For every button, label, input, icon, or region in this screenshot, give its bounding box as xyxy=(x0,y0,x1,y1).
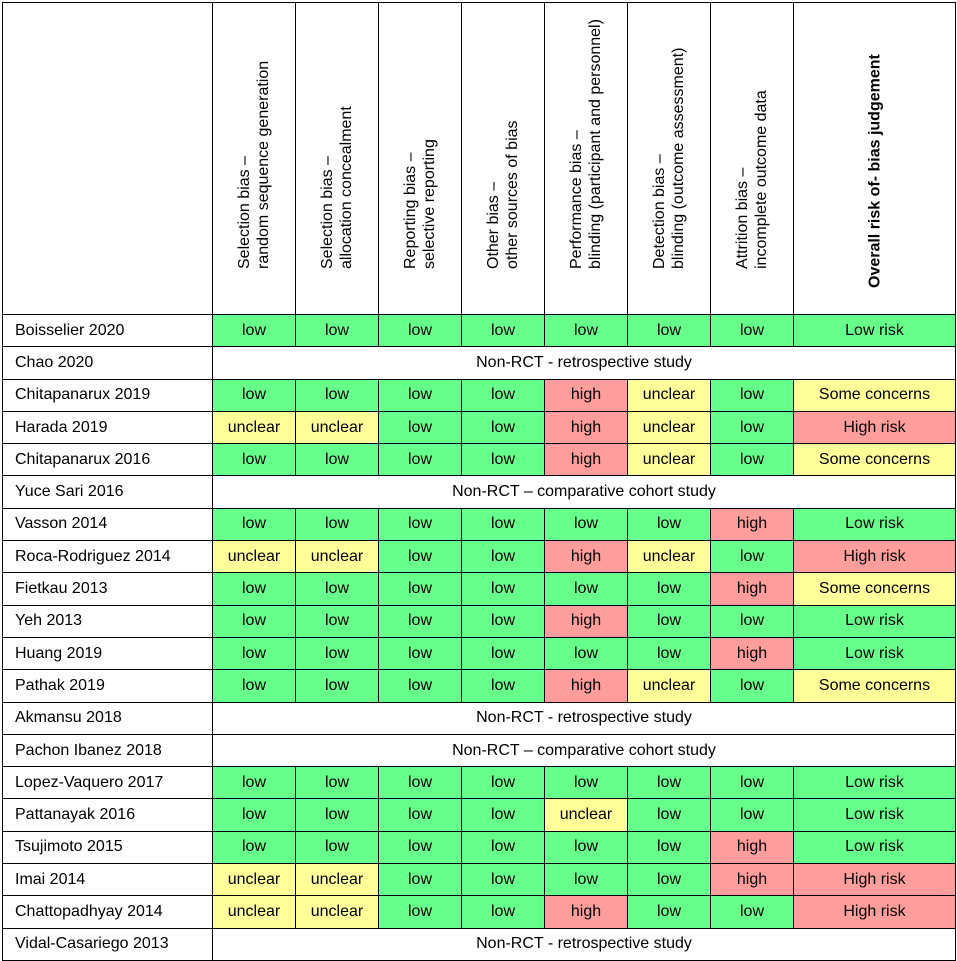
bias-rating-cell: unclear xyxy=(628,379,711,411)
bias-rating-cell: unclear xyxy=(296,864,379,896)
bias-rating-cell: high xyxy=(711,573,794,605)
table-row xyxy=(3,799,956,831)
bias-rating-cell: low xyxy=(213,637,296,669)
bias-rating-cell: low xyxy=(379,767,462,799)
bias-rating-cell: low xyxy=(213,315,296,347)
header-domain-6: Detection bias – blinding (outcome assessment) xyxy=(628,3,711,315)
bias-rating-cell: low xyxy=(213,831,296,863)
bias-rating-cell: low xyxy=(296,767,379,799)
bias-rating-cell: unclear xyxy=(213,864,296,896)
bias-rating-cell: high xyxy=(545,541,628,573)
bias-rating-cell: low xyxy=(545,767,628,799)
non-rct-note: Non-RCT - retrospective study xyxy=(213,928,956,960)
header-domain-3: Reporting bias – selective reporting xyxy=(379,3,462,315)
bias-rating-cell: low xyxy=(296,444,379,476)
bias-rating-cell: low xyxy=(711,799,794,831)
table-row xyxy=(3,411,956,443)
header-corner-cell xyxy=(3,3,213,315)
bias-rating-cell: low xyxy=(462,315,545,347)
bias-rating-cell: low xyxy=(711,411,794,443)
overall-judgement-cell: Low risk xyxy=(794,831,956,863)
table-row xyxy=(3,767,956,799)
bias-rating-cell: low xyxy=(545,637,628,669)
header-domain-7: Attrition bias – incomplete outcome data xyxy=(711,3,794,315)
bias-rating-cell: high xyxy=(545,379,628,411)
bias-rating-cell: low xyxy=(462,508,545,540)
risk-of-bias-table xyxy=(2,2,956,961)
bias-rating-cell: low xyxy=(711,605,794,637)
study-name: Akmansu 2018 xyxy=(3,702,213,734)
bias-rating-cell: low xyxy=(379,411,462,443)
bias-rating-cell: low xyxy=(711,444,794,476)
overall-judgement-cell: Some concerns xyxy=(794,573,956,605)
overall-judgement-cell: Low risk xyxy=(794,605,956,637)
non-rct-note: Non-RCT - retrospective study xyxy=(213,702,956,734)
bias-rating-cell: low xyxy=(296,670,379,702)
bias-rating-cell: low xyxy=(379,379,462,411)
bias-rating-cell: low xyxy=(711,315,794,347)
header-row xyxy=(3,3,956,315)
bias-rating-cell: low xyxy=(545,864,628,896)
table-body xyxy=(3,315,956,961)
study-name: Yeh 2013 xyxy=(3,605,213,637)
bias-rating-cell: low xyxy=(213,573,296,605)
bias-rating-cell: low xyxy=(296,831,379,863)
table-row xyxy=(3,444,956,476)
study-name: Vasson 2014 xyxy=(3,508,213,540)
bias-rating-cell: low xyxy=(213,444,296,476)
bias-rating-cell: high xyxy=(711,831,794,863)
bias-rating-cell: low xyxy=(711,896,794,928)
overall-judgement-cell: Low risk xyxy=(794,767,956,799)
overall-judgement-cell: Low risk xyxy=(794,315,956,347)
bias-rating-cell: low xyxy=(462,411,545,443)
bias-rating-cell: low xyxy=(628,864,711,896)
bias-rating-cell: high xyxy=(711,637,794,669)
study-name: Pathak 2019 xyxy=(3,670,213,702)
table-row xyxy=(3,379,956,411)
bias-rating-cell: low xyxy=(379,508,462,540)
bias-rating-cell: low xyxy=(711,767,794,799)
bias-rating-cell: low xyxy=(628,896,711,928)
study-name: Chattopadhyay 2014 xyxy=(3,896,213,928)
table-row xyxy=(3,928,956,960)
bias-rating-cell: unclear xyxy=(628,444,711,476)
study-name: Lopez-Vaquero 2017 xyxy=(3,767,213,799)
bias-rating-cell: low xyxy=(213,379,296,411)
bias-rating-cell: low xyxy=(462,573,545,605)
bias-rating-cell: low xyxy=(379,315,462,347)
bias-rating-cell: low xyxy=(213,799,296,831)
bias-rating-cell: low xyxy=(545,508,628,540)
bias-rating-cell: low xyxy=(379,637,462,669)
table-row xyxy=(3,896,956,928)
non-rct-note: Non-RCT – comparative cohort study xyxy=(213,476,956,508)
overall-judgement-cell: Some concerns xyxy=(794,444,956,476)
bias-rating-cell: low xyxy=(296,799,379,831)
bias-rating-cell: unclear xyxy=(628,670,711,702)
bias-rating-cell: low xyxy=(379,605,462,637)
bias-rating-cell: low xyxy=(296,315,379,347)
overall-judgement-cell: Low risk xyxy=(794,637,956,669)
bias-rating-cell: high xyxy=(711,508,794,540)
bias-rating-cell: low xyxy=(213,508,296,540)
table-row xyxy=(3,864,956,896)
overall-judgement-cell: High risk xyxy=(794,896,956,928)
study-name: Chao 2020 xyxy=(3,347,213,379)
bias-rating-cell: unclear xyxy=(628,411,711,443)
bias-rating-cell: low xyxy=(462,896,545,928)
bias-rating-cell: low xyxy=(628,767,711,799)
table-row xyxy=(3,573,956,605)
table-row xyxy=(3,541,956,573)
bias-rating-cell: low xyxy=(628,508,711,540)
bias-rating-cell: low xyxy=(462,444,545,476)
bias-rating-cell: low xyxy=(462,605,545,637)
study-name: Yuce Sari 2016 xyxy=(3,476,213,508)
bias-rating-cell: low xyxy=(628,315,711,347)
table-row xyxy=(3,508,956,540)
table-row xyxy=(3,315,956,347)
non-rct-note: Non-RCT - retrospective study xyxy=(213,347,956,379)
bias-rating-cell: low xyxy=(296,605,379,637)
study-name: Roca-Rodriguez 2014 xyxy=(3,541,213,573)
study-name: Chitapanarux 2016 xyxy=(3,444,213,476)
table-row xyxy=(3,605,956,637)
overall-judgement-cell: High risk xyxy=(794,864,956,896)
bias-rating-cell: low xyxy=(296,573,379,605)
bias-rating-cell: low xyxy=(379,799,462,831)
study-name: Harada 2019 xyxy=(3,411,213,443)
table-row xyxy=(3,670,956,702)
bias-rating-cell: unclear xyxy=(213,896,296,928)
bias-rating-cell: low xyxy=(462,799,545,831)
bias-rating-cell: low xyxy=(545,831,628,863)
overall-judgement-cell: Low risk xyxy=(794,799,956,831)
non-rct-note: Non-RCT – comparative cohort study xyxy=(213,734,956,766)
overall-judgement-cell: High risk xyxy=(794,411,956,443)
table-row xyxy=(3,476,956,508)
table-row xyxy=(3,347,956,379)
bias-rating-cell: low xyxy=(379,444,462,476)
bias-rating-cell: low xyxy=(545,315,628,347)
bias-rating-cell: low xyxy=(628,637,711,669)
bias-rating-cell: low xyxy=(462,670,545,702)
bias-rating-cell: low xyxy=(296,379,379,411)
bias-rating-cell: high xyxy=(545,605,628,637)
study-name: Chitapanarux 2019 xyxy=(3,379,213,411)
bias-rating-cell: unclear xyxy=(296,896,379,928)
bias-rating-cell: low xyxy=(628,799,711,831)
bias-rating-cell: low xyxy=(462,541,545,573)
bias-rating-cell: low xyxy=(462,637,545,669)
overall-judgement-cell: Low risk xyxy=(794,508,956,540)
overall-judgement-cell: High risk xyxy=(794,541,956,573)
bias-rating-cell: low xyxy=(379,573,462,605)
bias-rating-cell: high xyxy=(711,864,794,896)
bias-rating-cell: low xyxy=(296,508,379,540)
table-row xyxy=(3,702,956,734)
bias-rating-cell: low xyxy=(213,670,296,702)
study-name: Pachon Ibanez 2018 xyxy=(3,734,213,766)
header-domain-2: Selection bias – allocation concealment xyxy=(296,3,379,315)
bias-rating-cell: low xyxy=(628,831,711,863)
bias-rating-cell: unclear xyxy=(545,799,628,831)
bias-rating-cell: low xyxy=(213,767,296,799)
bias-rating-cell: high xyxy=(545,670,628,702)
header-domain-1: Selection bias – random sequence generation xyxy=(213,3,296,315)
bias-rating-cell: unclear xyxy=(213,411,296,443)
bias-rating-cell: low xyxy=(711,541,794,573)
bias-rating-cell: high xyxy=(545,896,628,928)
bias-rating-cell: low xyxy=(462,864,545,896)
bias-rating-cell: low xyxy=(462,767,545,799)
header-domain-5: Performance bias – blinding (participant and personnel) xyxy=(545,3,628,315)
study-name: Vidal-Casariego 2013 xyxy=(3,928,213,960)
overall-judgement-cell: Some concerns xyxy=(794,379,956,411)
bias-rating-cell: unclear xyxy=(213,541,296,573)
bias-rating-cell: high xyxy=(545,444,628,476)
header-domain-4: Other bias – other sources of bias xyxy=(462,3,545,315)
study-name: Huang 2019 xyxy=(3,637,213,669)
study-name: Tsujimoto 2015 xyxy=(3,831,213,863)
bias-rating-cell: low xyxy=(462,831,545,863)
bias-rating-cell: low xyxy=(213,605,296,637)
bias-rating-cell: unclear xyxy=(628,541,711,573)
table-row xyxy=(3,831,956,863)
study-name: Boisselier 2020 xyxy=(3,315,213,347)
study-name: Imai 2014 xyxy=(3,864,213,896)
bias-rating-cell: low xyxy=(379,864,462,896)
bias-rating-cell: low xyxy=(379,670,462,702)
bias-rating-cell: low xyxy=(379,831,462,863)
bias-rating-cell: low xyxy=(379,896,462,928)
bias-rating-cell: unclear xyxy=(296,541,379,573)
bias-rating-cell: low xyxy=(379,541,462,573)
bias-rating-cell: unclear xyxy=(296,411,379,443)
bias-rating-cell: high xyxy=(545,411,628,443)
bias-rating-cell: low xyxy=(296,637,379,669)
bias-rating-cell: low xyxy=(545,573,628,605)
bias-rating-cell: low xyxy=(462,379,545,411)
overall-judgement-cell: Some concerns xyxy=(794,670,956,702)
bias-rating-cell: low xyxy=(711,670,794,702)
header-overall: Overall risk of- bias judgement xyxy=(794,3,956,315)
table-row xyxy=(3,637,956,669)
bias-rating-cell: low xyxy=(711,379,794,411)
study-name: Fietkau 2013 xyxy=(3,573,213,605)
study-name: Pattanayak 2016 xyxy=(3,799,213,831)
table-row xyxy=(3,734,956,766)
bias-rating-cell: low xyxy=(628,573,711,605)
bias-rating-cell: low xyxy=(628,605,711,637)
